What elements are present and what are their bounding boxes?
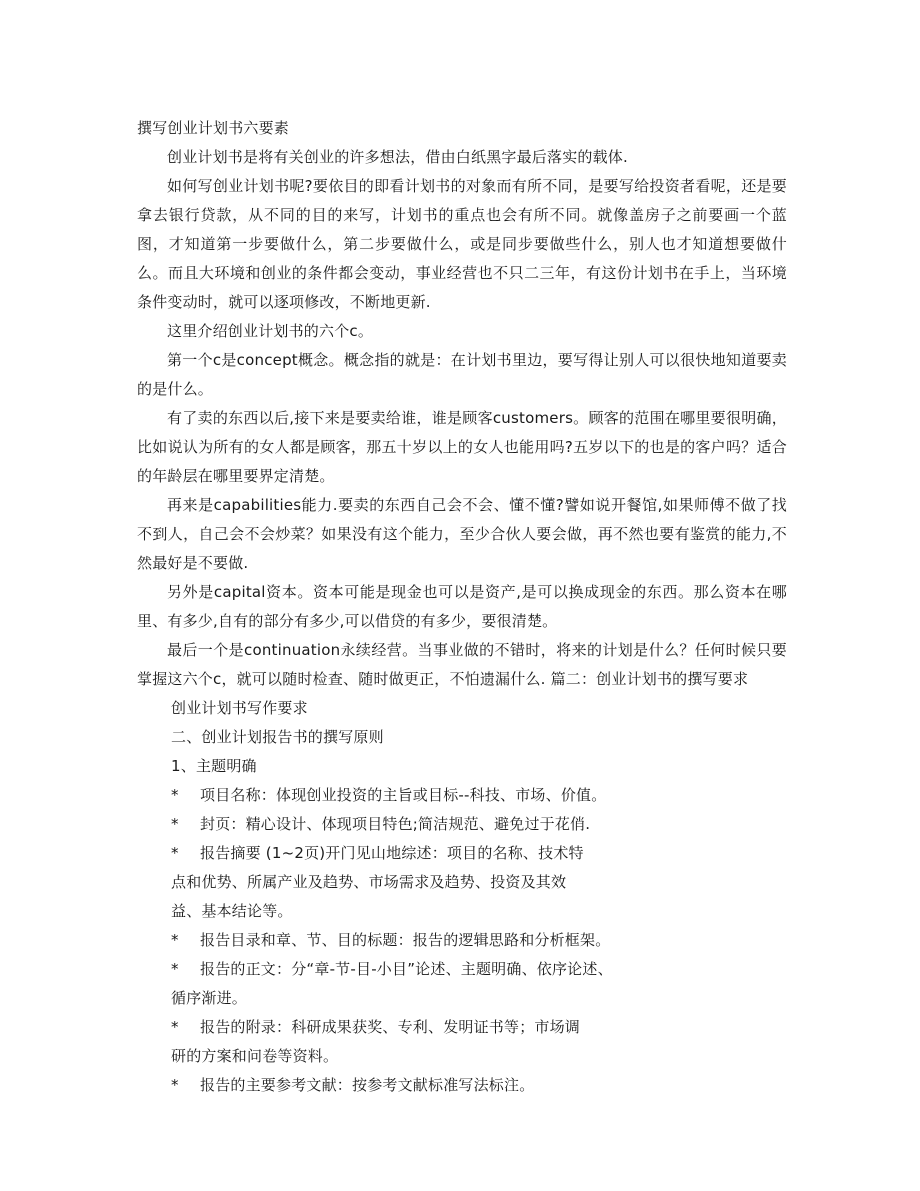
paragraph: 有了卖的东西以后,接下来是要卖给谁，谁是顾客customers。顾客的范围在哪里要很明确，比如说认为所有的女人都是顾客，那五十岁以上的女人也能用吗?五岁以下的也是的客户吗？适合的年龄层在哪里要界定清楚。	[137, 409, 787, 485]
list-item	[137, 810, 787, 839]
bullet-star-icon: *	[171, 815, 179, 833]
list-item-continuation: 点和优势、所属产业及趋势、市场需求及趋势、投资及其效	[171, 873, 567, 891]
list-item-text: 项目名称：体现创业投资的主旨或目标--科技、市场、价值。	[200, 786, 607, 804]
list-item-continuation: 循序渐进。	[171, 989, 248, 1007]
list-item-continuation: 益、基本结论等。	[171, 902, 293, 920]
list-item-text: 报告目录和章、节、目的标题：报告的逻辑思路和分析框架。	[200, 931, 611, 949]
point-title: 1、主题明确	[171, 757, 257, 775]
list-item	[137, 1071, 787, 1100]
bullet-star-icon: *	[171, 960, 179, 978]
bullet-star-icon: *	[171, 931, 179, 949]
document-content	[137, 114, 787, 1100]
bullet-star-icon: *	[171, 1076, 179, 1094]
list-item	[137, 1013, 787, 1042]
list-item-text: 报告摘要 (1~2页)开门见山地综述：项目的名称、技术特	[200, 844, 584, 862]
section-title: 创业计划书写作要求	[171, 699, 308, 717]
list-item	[137, 955, 787, 984]
bullet-star-icon: *	[171, 1018, 179, 1036]
paragraph: 第一个c是concept概念。概念指的就是：在计划书里边，要写得让别人可以很快地知道要卖的是什么。	[137, 351, 787, 398]
list-item-text: 报告的主要参考文献：按参考文献标准写法标注。	[200, 1076, 535, 1094]
list-item	[137, 926, 787, 955]
paragraph: 最后一个是continuation永续经营。当事业做的不错时，将来的计划是什么？任何时候只要掌握这六个c，就可以随时检查、随时做更正，不怕遗漏什么. 篇二：创业计划书的撰写要求	[137, 641, 787, 688]
paragraph: 另外是capital资本。资本可能是现金也可以是资产,是可以换成现金的东西。那么资本在哪里、有多少,自有的部分有多少,可以借贷的有多少，要很清楚。	[137, 583, 787, 630]
list-item-text: 报告的正文：分“章-节-目-小目”论述、主题明确、依序论述、	[200, 960, 613, 978]
paragraph: 这里介绍创业计划书的六个c。	[167, 322, 374, 340]
paragraph: 如何写创业计划书呢?要依目的即看计划书的对象而有所不同，是要写给投资者看呢，还是要拿去银行贷款，从不同的目的来写，计划书的重点也会有所不同。就像盖房子之前要画一个蓝图，才知道第一步要做什么，第二步要做什么，或是同步要做些什么，别人也才知道想要做什么。而且大环境和创业的条件都会变动，事业经营也不只二三年，有这份计划书在手上，当环境条件变动时，就可以逐项修改，不断地更新.	[137, 177, 787, 311]
bullet-list	[137, 781, 787, 1100]
paragraph: 创业计划书是将有关创业的许多想法，借由白纸黑字最后落实的载体.	[167, 148, 628, 166]
list-item-text: 封页：精心设计、体现项目特色;简洁规范、避免过于花俏.	[200, 815, 591, 833]
document-title: 撰写创业计划书六要素	[137, 119, 290, 137]
list-item	[137, 781, 787, 810]
bullet-star-icon: *	[171, 786, 179, 804]
list-item-continuation: 研的方案和问卷等资料。	[171, 1047, 339, 1065]
paragraph: 再来是capabilities能力.要卖的东西自己会不会、懂不懂?譬如说开餐馆,如果师傅不做了找不到人，自己会不会炒菜？如果没有这个能力，至少合伙人要会做，再不然也要有鉴赏的能力,不然最好是不要做.	[137, 496, 787, 572]
list-item	[137, 839, 787, 868]
list-item-text: 报告的附录：科研成果获奖、专利、发明证书等；市场调	[200, 1018, 581, 1036]
principle-title: 二、创业计划报告书的撰写原则	[171, 728, 384, 746]
bullet-star-icon: *	[171, 844, 179, 862]
